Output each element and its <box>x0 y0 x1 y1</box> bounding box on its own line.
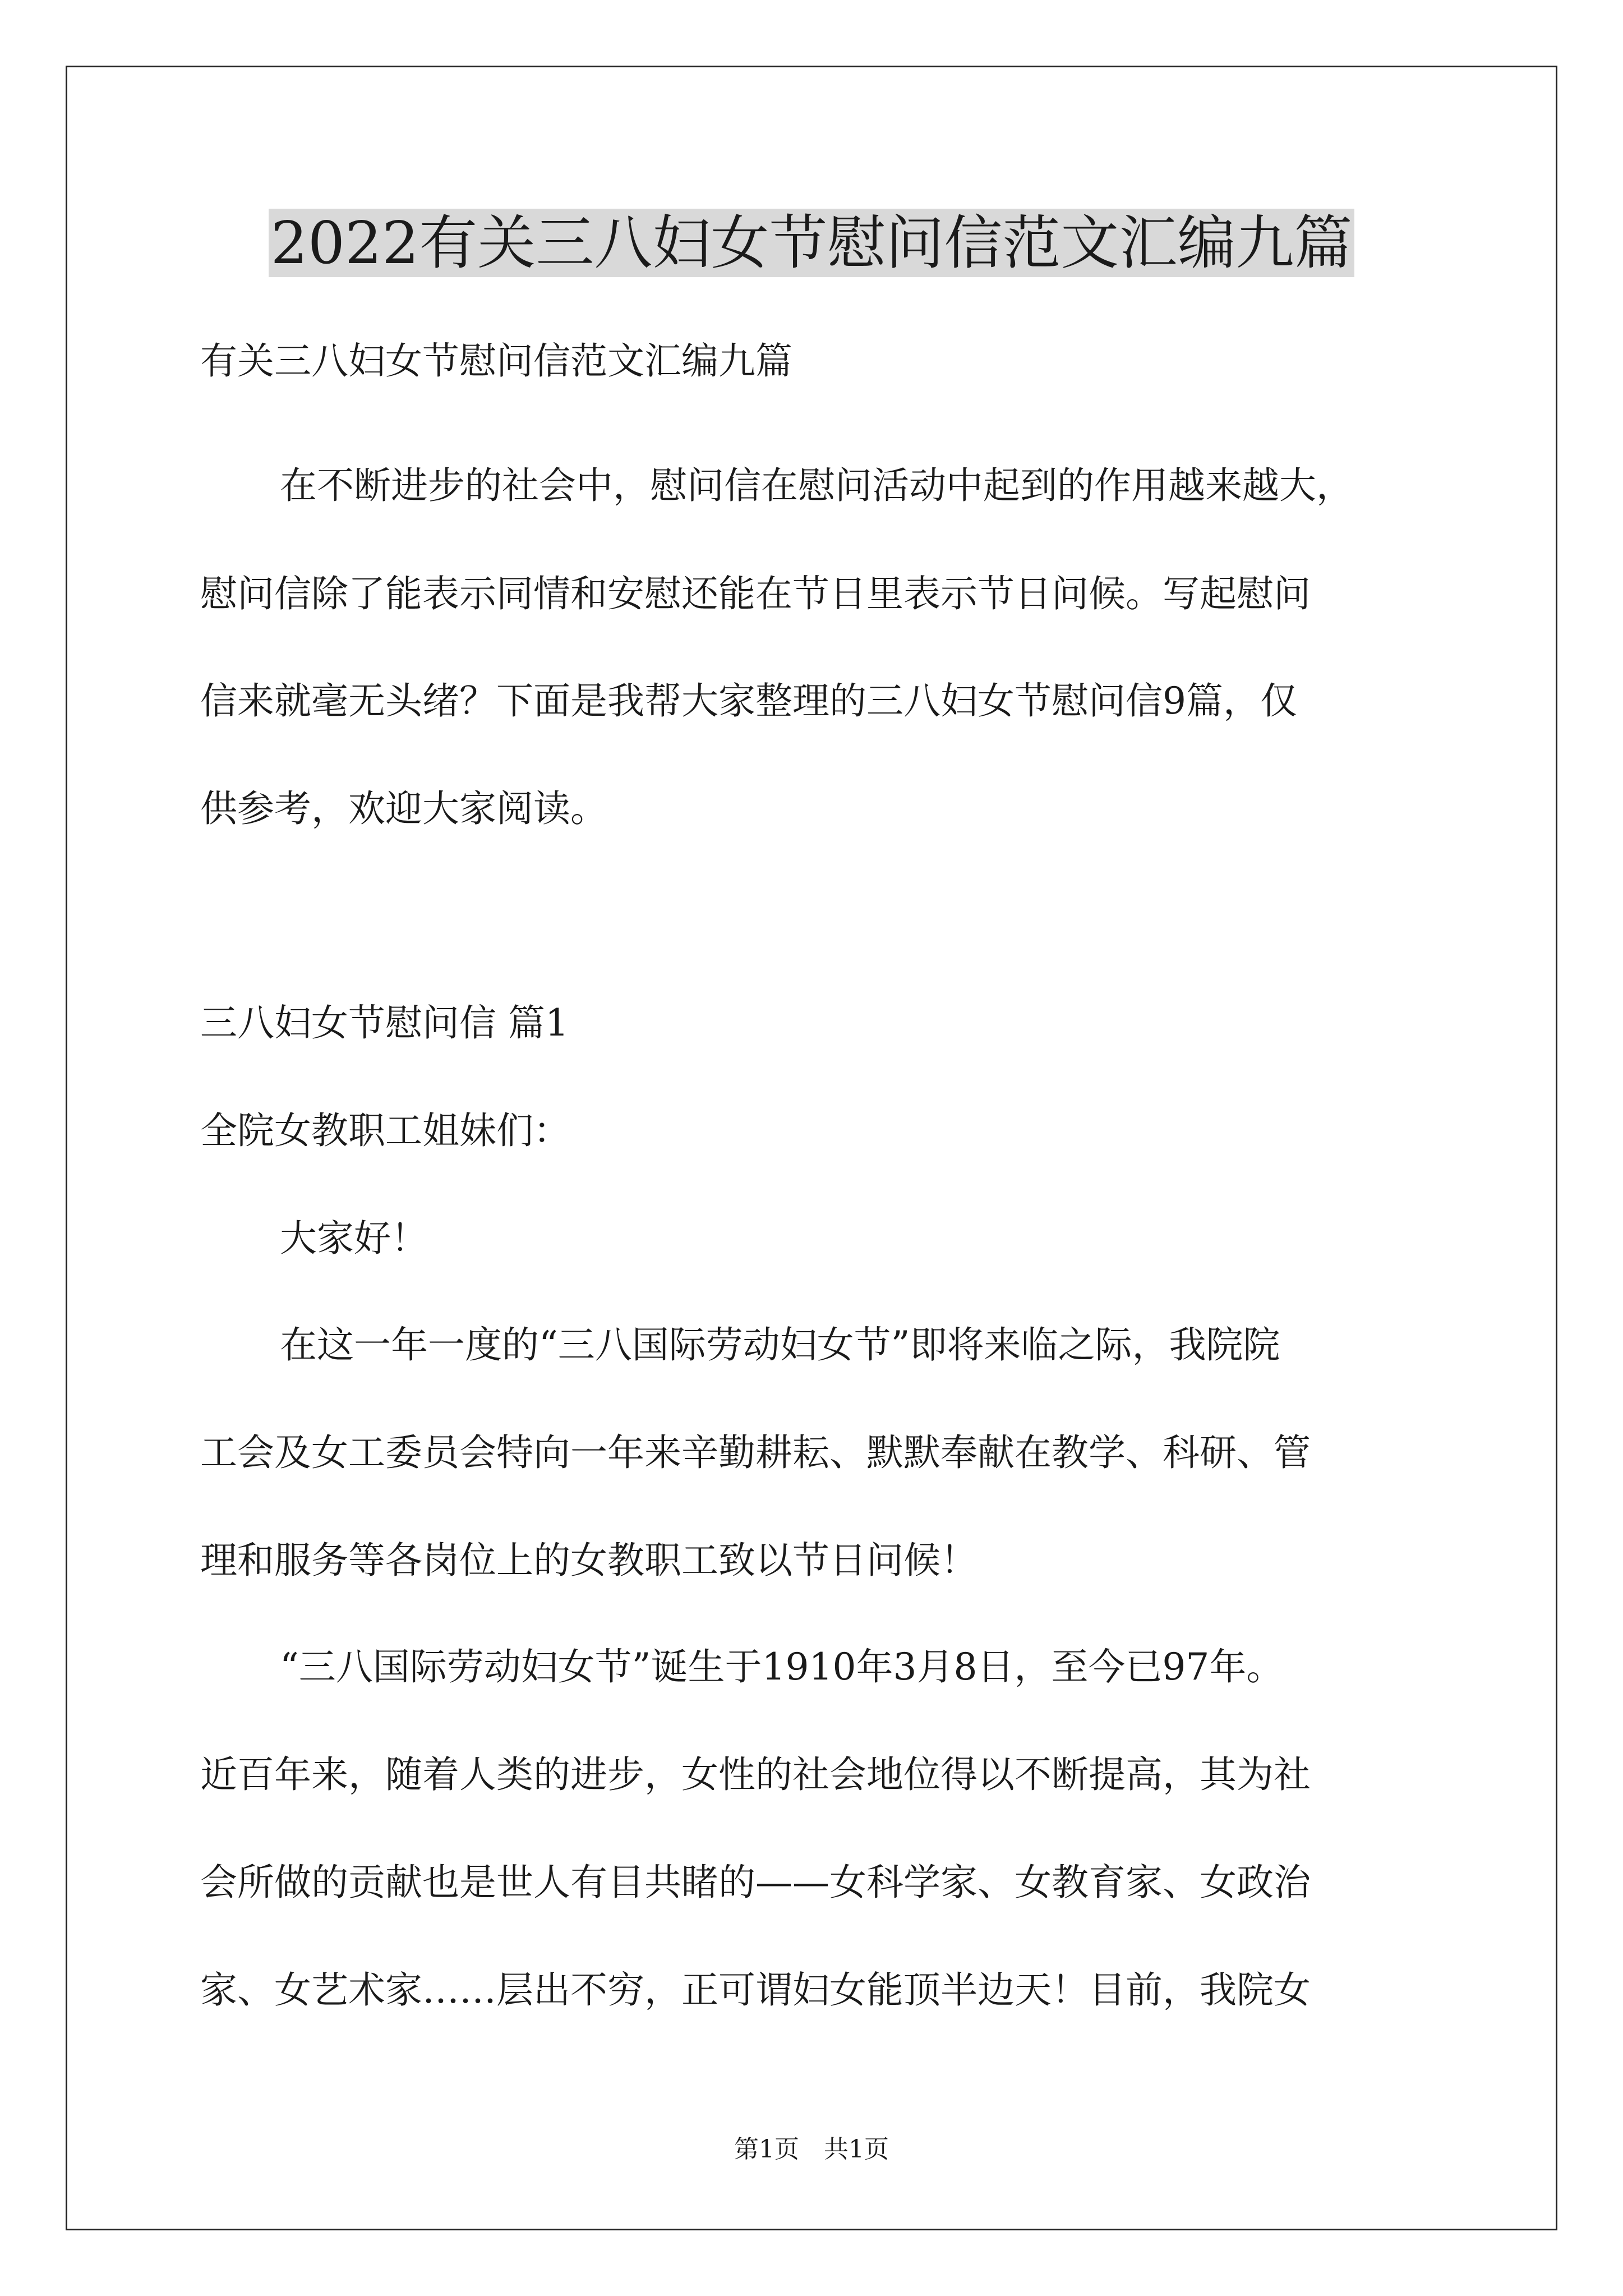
subtitle-line: 有关三八妇女节慰问信范文汇编九篇 <box>200 339 792 383</box>
paragraph-line: 在不断进步的社会中，慰问信在慰问活动中起到的作用越来越大， <box>280 464 1353 507</box>
paragraph-line: 供参考，欢迎大家阅读。 <box>200 787 607 830</box>
paragraph-line: 家、女艺术家……层出不穷，正可谓妇女能顶半边天！目前，我院女 <box>200 1968 1311 2012</box>
section-heading: 三八妇女节慰问信 篇1 <box>200 1001 569 1045</box>
paragraph-line: 在这一年一度的“三八国际劳动妇女节”即将来临之际，我院院 <box>280 1323 1280 1366</box>
paragraph-line: 理和服务等各岗位上的女教职工致以节日问候！ <box>200 1539 978 1582</box>
document-title <box>0 206 1623 279</box>
paragraph-line: 会所做的贡献也是世人有目共睹的——女科学家、女教育家、女政治 <box>200 1861 1311 1904</box>
document-title-text: 2022有关三八妇女节慰问信范文汇编九篇 <box>269 209 1355 277</box>
salutation-line: 全院女教职工姐妹们： <box>200 1109 570 1152</box>
paragraph-line: 慰问信除了能表示同情和安慰还能在节日里表示节日问候。写起慰问 <box>200 572 1311 615</box>
paragraph-line: “三八国际劳动妇女节”诞生于1910年3月8日，至今已97年。 <box>280 1645 1284 1688</box>
greeting-line: 大家好！ <box>280 1217 428 1260</box>
paragraph-line: 信来就毫无头绪？下面是我帮大家整理的三八妇女节慰问信9篇，仅 <box>200 679 1297 723</box>
page-footer: 第1页 共1页 <box>734 2135 889 2164</box>
paragraph-line: 工会及女工委员会特向一年来辛勤耕耘、默默奉献在教学、科研、管 <box>200 1431 1311 1474</box>
paragraph-line: 近百年来，随着人类的进步，女性的社会地位得以不断提高，其为社 <box>200 1753 1311 1796</box>
